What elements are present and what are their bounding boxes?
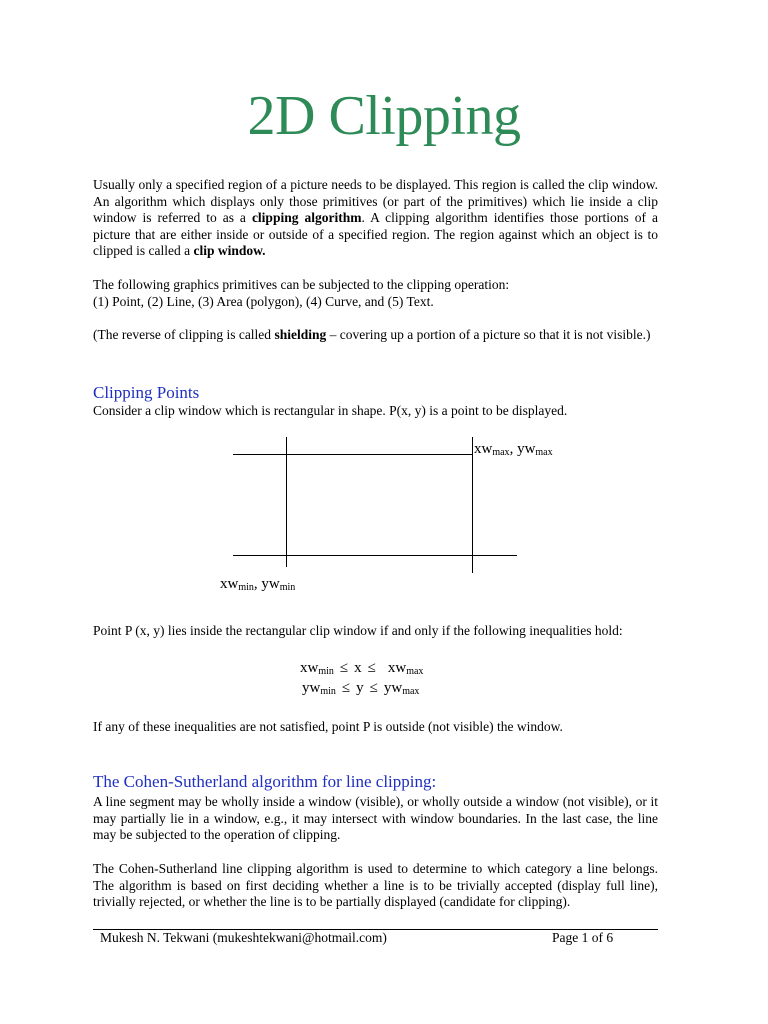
intro-bold-clip-window: clip window.: [193, 243, 266, 259]
clipping-points-text: Consider a clip window which is rectangular in shape. P(x, y) is a point to be displayed.: [93, 403, 568, 418]
shielding-text-2: – covering up a portion of a picture so that it is not visible.): [326, 327, 651, 342]
clipping-points-heading: Clipping Points: [93, 383, 200, 402]
max-corner-label: $xw_{max}$, $yw_{max}$: [474, 441, 553, 458]
primitives-line-2: (1) Point, (2) Line, (3) Area (polygon), (4) Curve, and (5) Text.: [93, 294, 434, 309]
diagram-bottom-line: [233, 555, 517, 556]
page-title: 2D Clipping: [247, 85, 521, 147]
cohen-paragraph-1: A line segment may be wholly inside a window (visible), or wholly outside a window (not visible), or it may partially lie in a window, e.g., it may intersect with window boundaries. In the last case, the line may be subjected to the operation of clipping.: [93, 794, 658, 843]
footer-author: Mukesh N. Tekwani (mukeshtekwani@hotmail.com): [100, 930, 387, 945]
intro-text-1: Usually only a specified region of a picture needs to be displayed. This region is called the clip window. An algorithm which displays only those primitives (or part of the primitives) which lie inside a clip window is referred to as a: [93, 177, 658, 226]
footer-page-number: Page 1 of 6: [552, 930, 614, 945]
inequality-x: $xw_{min} \le x \le xw_{max}$: [300, 660, 424, 677]
intro-paragraph: [93, 177, 658, 260]
intro-bold-clipping-algorithm: clipping algorithm: [251, 210, 362, 226]
inequality-y: $yw_{min} \le y \le yw_{max}$: [302, 680, 420, 697]
primitives-line-1: The following graphics primitives can be subjected to the clipping operation:: [93, 277, 510, 292]
not-satisfied-text: If any of these inequalities are not satisfied, point P is outside (not visible) the window.: [93, 719, 563, 734]
shielding-paragraph: [93, 327, 658, 344]
min-corner-label: $xw_{min}$, $yw_{min}$: [220, 576, 296, 593]
diagram-top-line: [233, 454, 473, 455]
intro-text-2: . A clipping algorithm identifies those portions of a picture that are either inside or outside of a specified region. The region against which an object is to clipped is called a: [93, 210, 659, 259]
diagram-left-line: [286, 437, 287, 567]
cohen-sutherland-heading: The Cohen-Sutherland algorithm for line clipping:: [93, 772, 437, 791]
cohen-paragraph-2: The Cohen-Sutherland line clipping algorithm is used to determine to which category a line belongs. The algorithm is based on first deciding whether a line is to be trivially accepted (display full line), trivially rejected, or whether the line is to be partially displayed (candidate for clipping).: [93, 861, 658, 910]
point-condition-paragraph: Point P (x, y) lies inside the rectangular clip window if and only if the following inequalities hold:: [93, 623, 623, 638]
shielding-bold: shielding: [274, 327, 327, 342]
shielding-text-1: (The reverse of clipping is called: [93, 327, 275, 342]
diagram-right-line: [472, 437, 473, 573]
